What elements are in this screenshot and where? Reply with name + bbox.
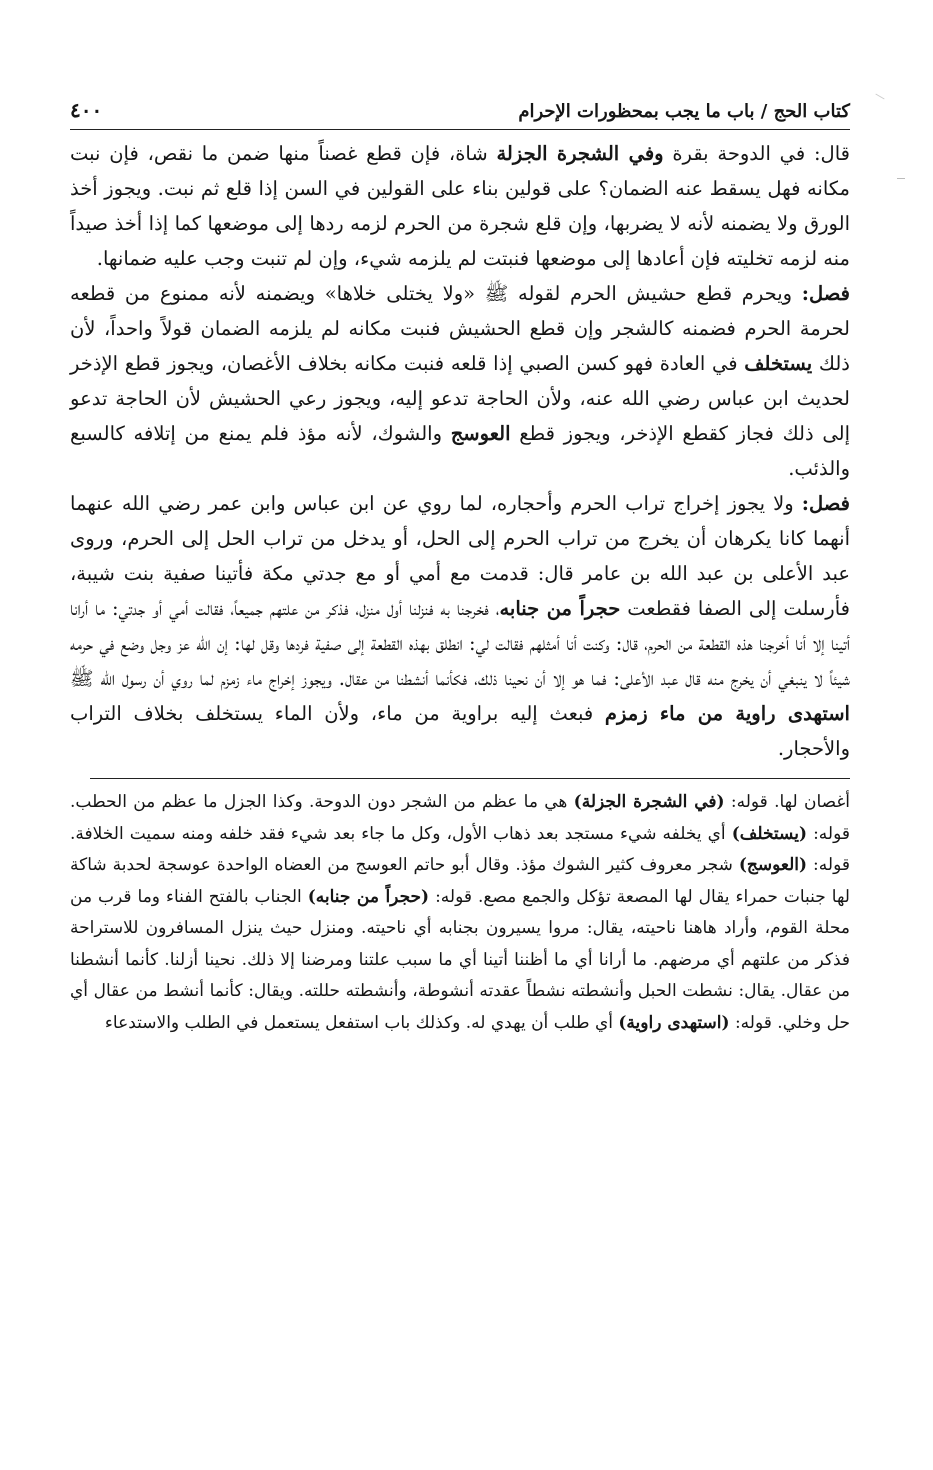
scan-corner-mark (875, 94, 884, 100)
footnote-text-6: أي طلب أن يهدي له. وكذلك باب استفعل يستعمل في الطلب والاستدعاء (104, 1012, 619, 1033)
paragraph-2-bold-1: يستخلف (744, 352, 813, 375)
paragraph-3-text-3: فبعث إليه براوية من ماء، ولأن الماء يستخلف بخلاف التراب والأحجار. (70, 702, 850, 760)
paragraph-1-bold-1: وفي الشجرة الجزلة (496, 142, 664, 165)
footnote-term-5: (استهدى راوية) (618, 1012, 730, 1033)
paragraph-2-text-1: ويحرم قطع حشيش الحرم لقوله ﷺ «ولا يختلى خلاها» ويضمنه لأنه ممنوع من قطعه لحرمة الحرم فضمنه كالشجر وإن قطع الحشيش فنبت مكانه لم يلزمه الضمان قولاً واحداً، لأن ذلك (70, 282, 850, 375)
footnote-separator (90, 778, 850, 779)
paragraph-2 (70, 276, 850, 486)
section-label-fasl-1: فصل: (801, 282, 850, 305)
paragraph-1 (70, 136, 850, 276)
running-head (70, 88, 850, 122)
paragraph-3 (70, 486, 850, 766)
footnote-text-4: شجر معروف كثير الشوك مؤذ. وقال أبو حاتم العوسج من العضاه الواحدة عوسجة لحدبة شاكة لها جنبات حمراء يقال لها المصعة تؤكل والجمع مصع. قوله: (70, 855, 850, 907)
footnote-term-1: (في الشجرة الجزلة) (573, 792, 725, 812)
paragraph-2-bold-2: العوسج (450, 422, 511, 445)
book-page (70, 88, 850, 1418)
page-number: ٤٠٠ (70, 98, 103, 122)
paragraph-2-text-3: والشوك، لأنه مؤذ فلم يمنع من إتلافه كالسبع والذئب. (70, 422, 850, 480)
scan-margin-mark (897, 178, 905, 179)
footnote-term-2: (يستخلف) (731, 823, 808, 844)
paragraph-3-bold-1: حجراً من جنابه (499, 597, 621, 620)
main-text (70, 136, 850, 766)
section-label-fasl-2: فصل: (801, 492, 850, 515)
footnote-text-2: هي ما عظم من الشجر دون الدوحة. وكذا الجزل ما عظم من الحطب. قوله: (70, 792, 850, 844)
running-head-title: كتاب الحج / باب ما يجب بمحظورات الإحرام (518, 101, 850, 122)
paragraph-3-text-2: ، فخرجنا به فنزلنا أول منزل، فذكر من علتهم جميعاً، فقالت أمي أو جدتي: ما أرانا أتينا إلا أنا أخرجنا هذه القطعة من الحرم، قال: وكنت أنا أمثلهم فقالت لي: انطلق بهذه القطعة إلى صفية فردها وقل لها: إن الله عز وجل وضع في حرمه شيئاً لا ينبغي أن يخرج منه قال عبد الأعلى: فما هو إلا أن نحينا ذلك، فكأنما أنشطنا من عقال. ويجوز إخراج ماء زمزم لما روي أن رسول الله ﷺ (70, 597, 850, 690)
footnote-term-4: (حجراً من جنابه) (307, 886, 430, 907)
paragraph-1-text-1: قال: في الدوحة بقرة (663, 142, 850, 165)
paragraph-3-text-1: ولا يجوز إخراج تراب الحرم وأحجاره، لما روي عن ابن عباس وابن عمر رضي الله عنهما أنهما كانا يكرهان أن يخرج من تراب الحرم إلى الحل، أو يدخل من تراب الحل إلى الحرم، وروى عبد الأعلى بن عبد الله بن عامر قال: قدمت مع أمي أو مع جدتي مكة فأتينا صفية بنت شيبة، فأرسلت إلى الصفا فقطعت (70, 492, 850, 620)
paragraph-3-bold-2: استهدى راوية من ماء زمزم (604, 702, 850, 725)
footnote-text-5: الجناب بالفتح الفناء وما قرب من محلة القوم، وأراد هاهنا ناحيته، يقال: مروا يسيرون بجنابه أي ناحيته. ومنزل حيث ينزل المسافرون للاستراحة فذكر من علتهم أي مرضهم. ما أرانا أي ما أظننا أتينا أي ما سبب علتنا ومرضنا إلا ذلك. نحينا أزلنا. كأنما أنشطنا من عقال. يقال: نشطت الحبل وأنشطته نشطاً عقدته أنشوطة، وأنشطته حللته. ويقال: كأنما أنشط من عقال أي حل وخلي. قوله: (70, 886, 850, 1033)
footnotes (70, 787, 850, 1039)
footnote-paragraph (70, 787, 850, 1039)
header-rule (70, 129, 850, 130)
paragraph-1-text-2: شاة، فإن قطع غصناً منها ضمن ما نقص، فإن نبت مكانه فهل يسقط عنه الضمان؟ على قولين بناء على القولين في السن إذا قلع ثم نبت. ويجوز أخذ الورق ولا يضمنه لأنه لا يضربها، وإن قلع شجرة من الحرم لزمه ردها إلى موضعها كما إذا أخذ صيداً منه لزمه تخليته فإن أعادها إلى موضعها فنبتت لم يلزمه شيء، وإن لم تنبت وجب عليه ضمانها. (70, 142, 850, 270)
paragraph-2-text-2: في العادة فهو كسن الصبي إذا قلعه فنبت مكانه بخلاف الأغصان، ويجوز قطع الإذخر لحديث ابن عباس رضي الله عنه، ولأن الحاجة تدعو إليه، ويجوز رعي الحشيش لأن الحاجة تدعو إلى ذلك فجاز كقطع الإذخر، ويجوز قطع (70, 352, 850, 445)
footnote-text-1: أغصان لها. قوله: (724, 792, 850, 812)
footnote-term-3: (العوسج) (738, 855, 808, 875)
footnote-text-3: أي يخلفه شيء مستجد بعد ذهاب الأول، وكل ما جاء بعد شيء فقد خلفه ومنه سميت الخلافة. قوله: (70, 823, 850, 875)
